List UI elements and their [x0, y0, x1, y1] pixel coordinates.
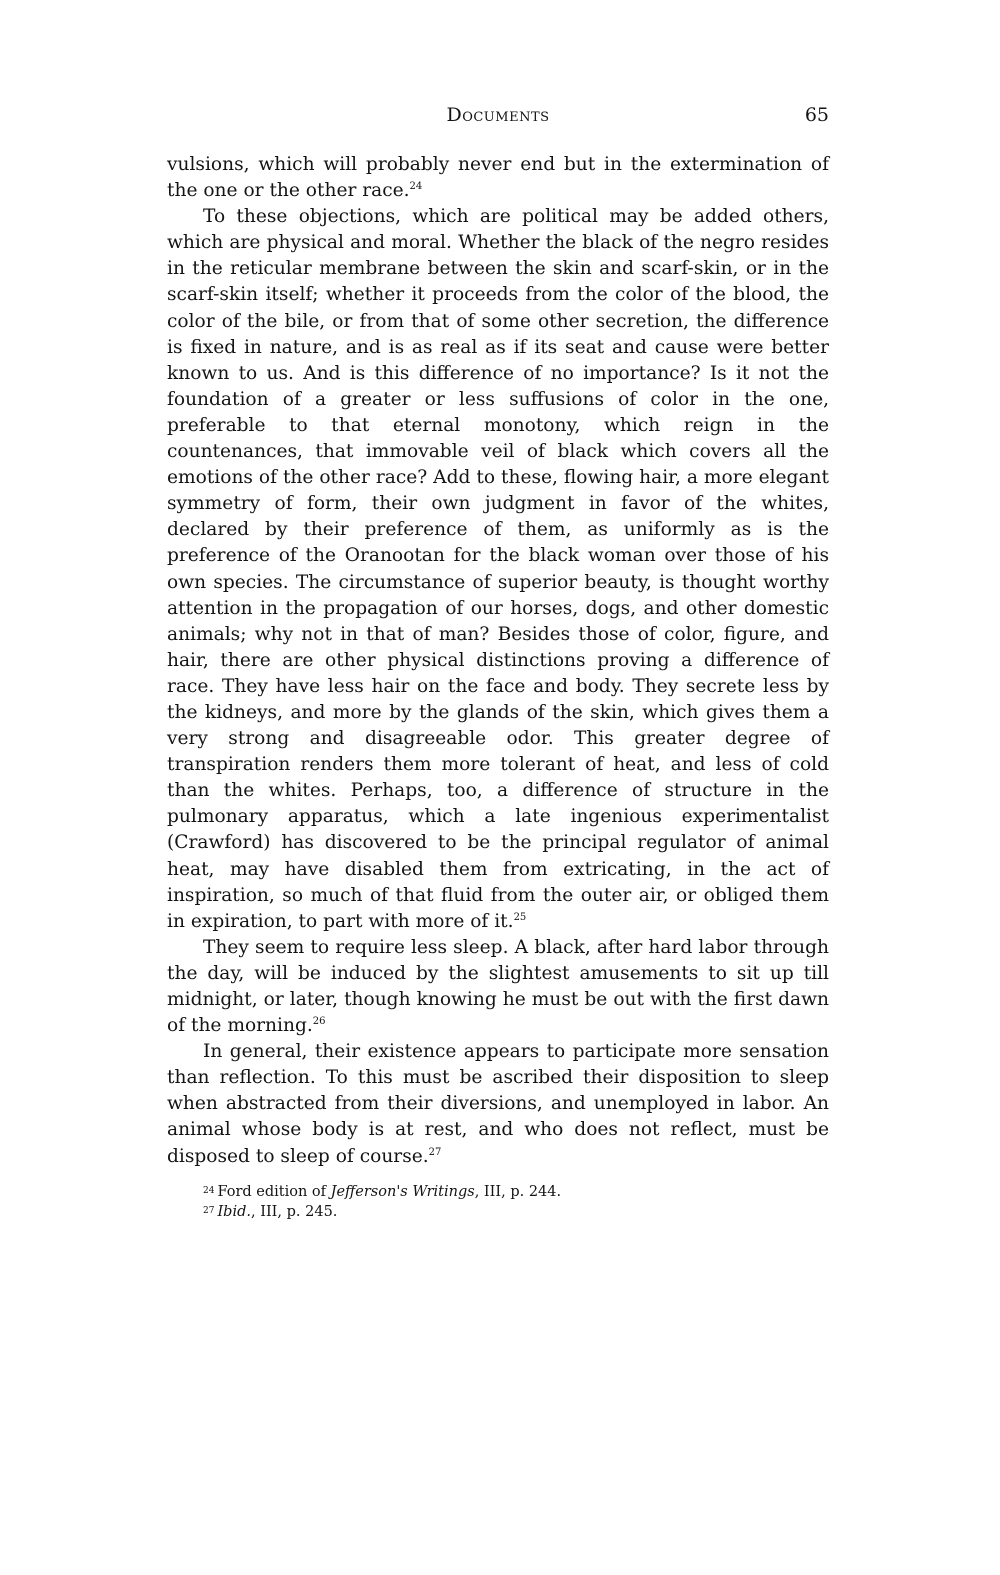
footnote-suffix: , III, p. 244. [474, 1183, 562, 1200]
document-page [167, 104, 829, 1222]
body-text [167, 152, 829, 1170]
footnote-27 [203, 1202, 829, 1222]
paragraph-text: vulsions, which will probably never end but in the extermination of the one or the other race. [167, 154, 829, 202]
paragraph-text: To these objections, which are political may be added others, which are physical and moral. Whether the black of the negro resides in the reticular membrane between the skin and scarf-skin, or in the scarf-skin itself; whether it proceeds from the color of the blood, the color of the bile, or from that of some other secretion, the difference is fixed in nature, and is as real as if its seat and cause were better known to us. And is this difference of no importance? Is it not the foundation of a greater or less suffusions of color in the one, preferable to that eternal monotony, which reign in the countenances, that immovable veil of black which covers all the emotions of the other race? Add to these, flowing hair, a more elegant symmetry of form, their own judgment in favor of the whites, declared by their preference of them, as uniformly as is the preference of the Oranootan for the black woman over those of his own species. The circumstance of superior beauty, is thought worthy attention in the propagation of our horses, dogs, and other domestic animals; why not in that of man? Besides those of color, figure, and hair, there are other physical distinctions proving a difference of race. They have less hair on the face and body. They secrete less by the kidneys, and more by the glands of the skin, which gives them a very strong and disagreeable odor. This greater degree of transpiration renders them more tolerant of heat, and less of cold than the whites. Perhaps, too, a difference of structure in the pulmonary apparatus, which a late ingenious experimentalist (Crawford) has discovered to be the principal regulator of animal heat, may have disabled them from extricating, in the act of inspiration, so much of that fluid from the outer air, or obliged them in expiration, to part with more of it. [167, 206, 829, 932]
paragraph-4 [167, 1039, 829, 1169]
footnote-prefix: Ford edition of [217, 1183, 331, 1200]
paragraph-2 [167, 204, 829, 935]
footnote-number: 24 [203, 1185, 215, 1196]
running-head-title: Documents [446, 104, 550, 126]
footnote-ref: 24 [409, 181, 423, 193]
footnote-ref: 25 [513, 911, 527, 923]
footnote-24 [203, 1182, 829, 1202]
page-number: 65 [804, 104, 829, 126]
paragraph-text: They seem to require less sleep. A black, after hard labor through the day, will be induced by the slightest amusements to sit up till midnight, or later, though knowing he must be out with the first dawn of the morning. [167, 936, 829, 1037]
footnote-number: 27 [203, 1205, 215, 1216]
footnotes [167, 1182, 829, 1222]
footnote-title: Jefferson's Writings [330, 1183, 475, 1200]
paragraph-text: In general, their existence appears to participate more sensation than reflection. To this must be ascribed their disposition to sleep when abstracted from their diversions, and unemployed in labor. An animal whose body is at rest, and who does not reflect, must be disposed to sleep of course. [167, 1041, 829, 1167]
footnote-ref: 27 [428, 1146, 442, 1158]
paragraph-3 [167, 935, 829, 1039]
paragraph-1 [167, 152, 829, 204]
footnote-suffix: , III, p. 245. [251, 1203, 338, 1220]
footnote-title: Ibid. [217, 1203, 251, 1220]
footnote-ref: 26 [312, 1016, 326, 1028]
running-head [167, 104, 829, 138]
